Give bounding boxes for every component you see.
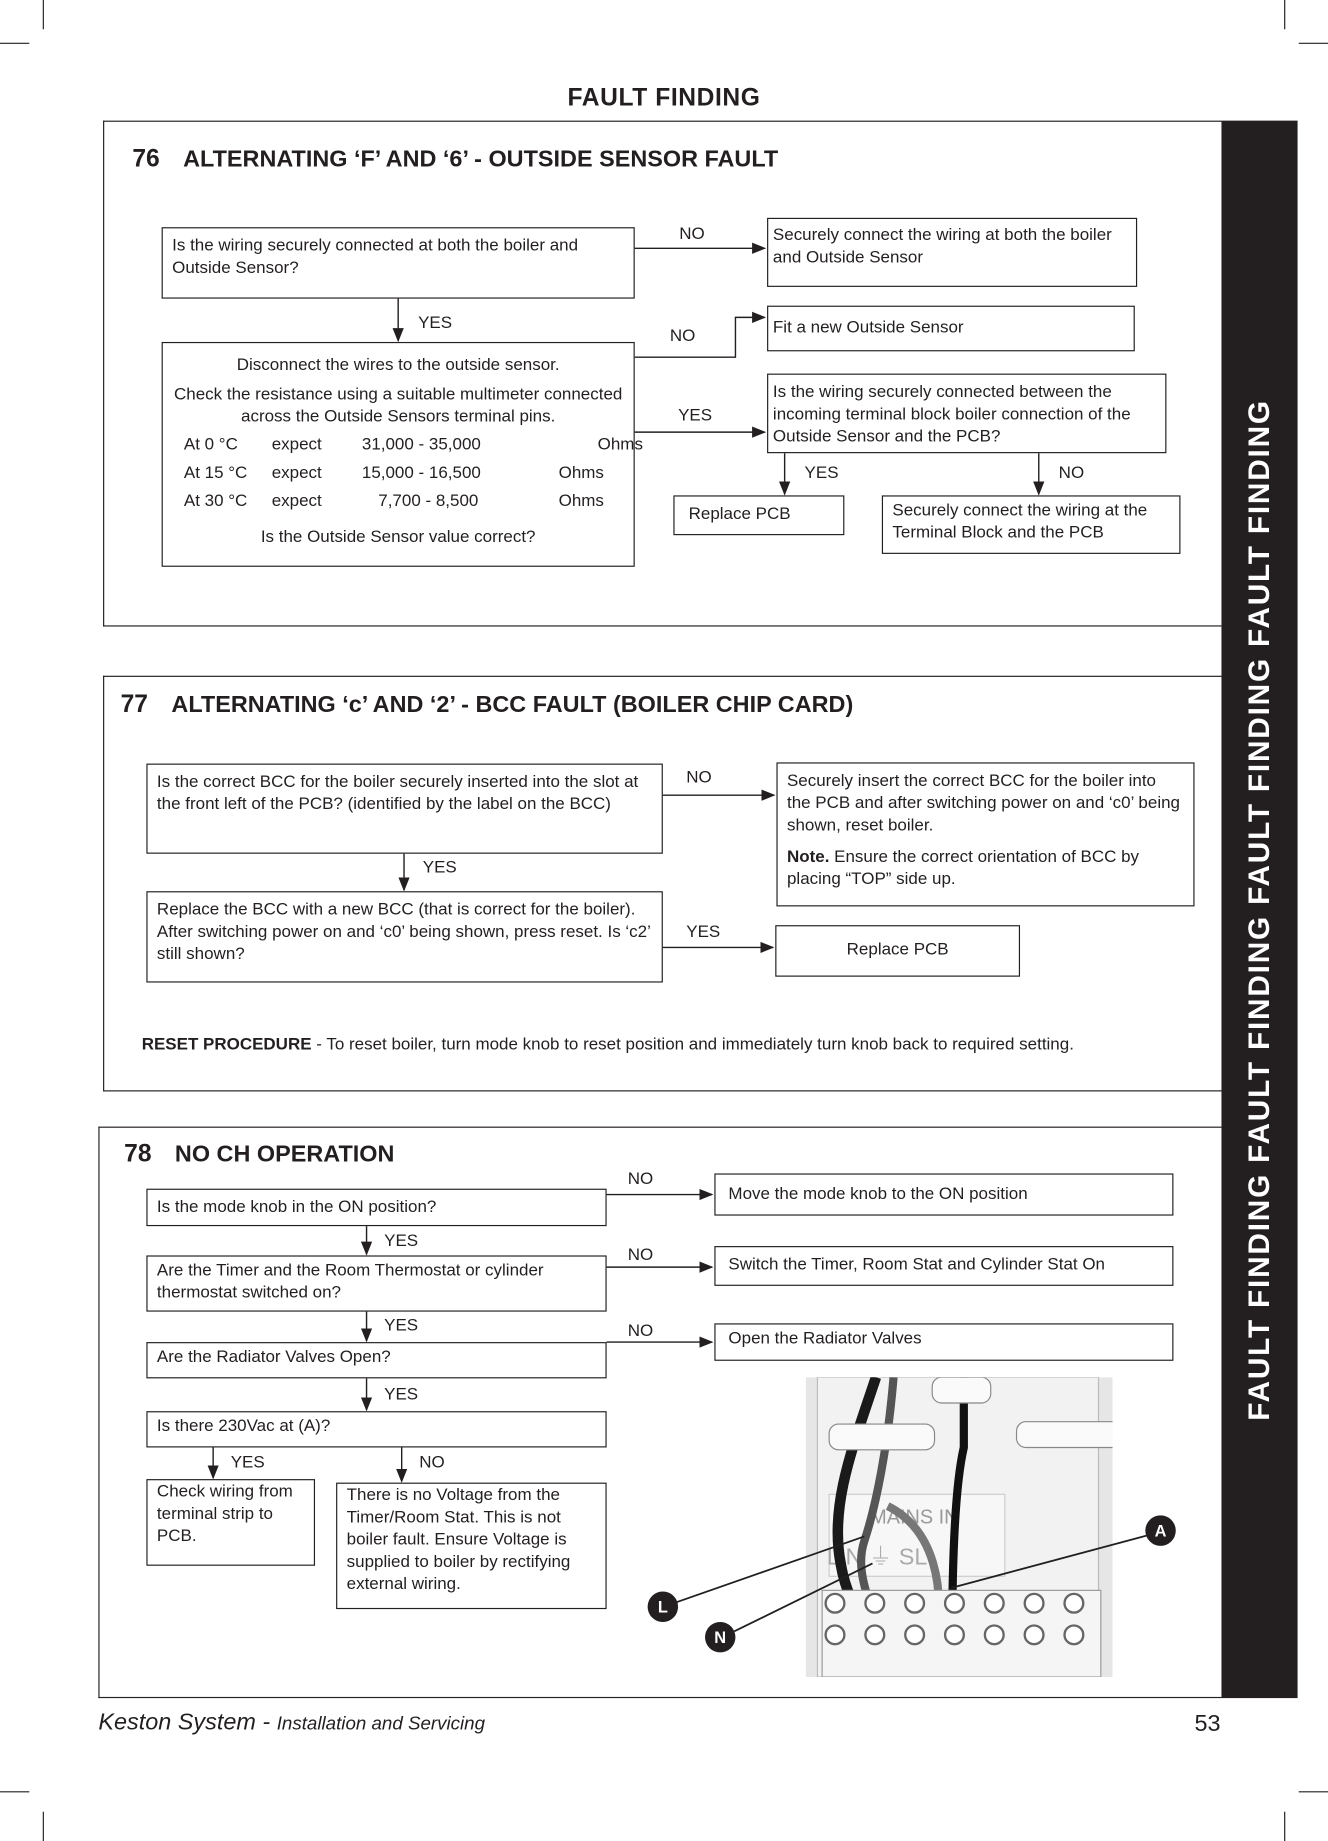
s77-action-insert-bcc: Securely insert the correct BCC for the boiler into the PCB and after switching power on and ‘c0’ being shown, reset boiler. Note. Ensure the correct orientation of BCC by placing “TOP” side up.: [776, 762, 1194, 906]
section-77-heading: 77 ALTERNATING ‘c’ AND ‘2’ - BCC FAULT (BOILER CHIP CARD): [120, 690, 854, 718]
s76-action-connect-terminal: Securely connect the wiring at the Terminal Block and the PCB: [882, 495, 1181, 554]
label-no: NO: [627, 1322, 654, 1341]
s78-action-check-wiring: Check wiring from terminal strip to PCB.: [146, 1479, 315, 1566]
label-yes: YES: [804, 463, 839, 483]
footer-title: Keston System - Installation and Servicing: [98, 1709, 486, 1736]
label-yes: YES: [384, 1231, 419, 1251]
s78-question-timer: Are the Timer and the Room Thermostat or cylinder thermostat switched on?: [146, 1255, 606, 1311]
label-no: NO: [627, 1246, 654, 1265]
side-banner-text: FAULT FINDING FAULT FINDING FAULT FINDING FAULT FINDING: [1242, 398, 1276, 1421]
label-yes: YES: [384, 1385, 419, 1405]
resistance-table: At 0 °C expect 31,000 - 35,000 Ohms At 15 °C expect 15,000 - 16,500 Ohms At 30 °C expect 7,700 - 8,500 Ohms: [183, 435, 643, 511]
s76-value-question: Is the Outside Sensor value correct?: [260, 528, 536, 547]
page-number: 53: [1194, 1710, 1221, 1737]
s76-action-connect-wiring: Securely connect the wiring at both the boiler and Outside Sensor: [767, 218, 1137, 287]
label-no: NO: [1058, 463, 1085, 483]
label-no: NO: [686, 768, 712, 787]
label-yes: YES: [678, 406, 713, 426]
s77-question-replace-bcc: Replace the BCC with a new BCC (that is correct for the boiler). After switching power on and ‘c0’ being shown, press reset. Is ‘c2’ still shown?: [146, 891, 662, 982]
callout-n: N: [705, 1622, 735, 1652]
label-no: NO: [679, 224, 705, 244]
s76-disconnect-text: Disconnect the wires to the outside sensor.: [236, 356, 560, 375]
label-yes: YES: [422, 858, 457, 878]
s78-action-radiator: Open the Radiator Valves: [714, 1323, 1173, 1360]
label-no: NO: [419, 1453, 445, 1473]
label-yes: YES: [418, 313, 453, 333]
label-yes: YES: [686, 922, 721, 942]
s77-question-bcc: Is the correct BCC for the boiler securely inserted into the slot at the front left of the PCB? (identified by the label on the BCC): [146, 764, 662, 854]
section-76-heading: 76 ALTERNATING ‘F’ AND ‘6’ - OUTSIDE SENSOR FAULT: [132, 145, 779, 173]
s76-check-text: Check the resistance using a suitable multimeter connected across the Outside Sensors terminal pins.: [173, 385, 623, 427]
label-no: NO: [669, 326, 696, 346]
s76-question-wiring: Is the wiring securely connected at both the boiler and Outside Sensor?: [162, 227, 635, 298]
callout-l: L: [648, 1592, 678, 1622]
callout-a: A: [1145, 1515, 1175, 1545]
s78-question-voltage: Is there 230Vac at (A)?: [146, 1411, 606, 1447]
svg-text:MAINS IN: MAINS IN: [870, 1506, 959, 1529]
label-yes: YES: [384, 1316, 419, 1336]
s76-question-terminal-wiring: Is the wiring securely connected between the incoming terminal block boiler connection of the Outside Sensor and the PCB?: [767, 374, 1166, 454]
s78-action-mode-knob: Move the mode knob to the ON position: [714, 1173, 1173, 1215]
s78-question-mode-knob: Is the mode knob in the ON position?: [146, 1189, 606, 1226]
s76-action-new-sensor: Fit a new Outside Sensor: [767, 306, 1135, 352]
s76-action-replace-pcb: Replace PCB: [673, 495, 844, 535]
svg-text:L N ⏚ SL: L N ⏚ SL: [826, 1543, 928, 1570]
section-78-heading: 78 NO CH OPERATION: [124, 1140, 395, 1168]
reset-procedure: RESET PROCEDURE - To reset boiler, turn mode knob to reset position and immediately turn knob back to required setting.: [141, 1035, 1074, 1054]
s78-action-timer: Switch the Timer, Room Stat and Cylinder Stat On: [714, 1246, 1173, 1286]
label-no: NO: [627, 1169, 654, 1189]
label-yes: YES: [230, 1453, 265, 1473]
s78-action-no-voltage: There is no Voltage from the Timer/Room Stat. This is not boiler fault. Ensure Voltage is supplied to boiler by rectifying external wiring.: [336, 1483, 607, 1609]
page-title: FAULT FINDING: [567, 84, 761, 112]
s78-question-radiator: Are the Radiator Valves Open?: [146, 1342, 606, 1378]
s77-action-replace-pcb: Replace PCB: [775, 925, 1020, 977]
